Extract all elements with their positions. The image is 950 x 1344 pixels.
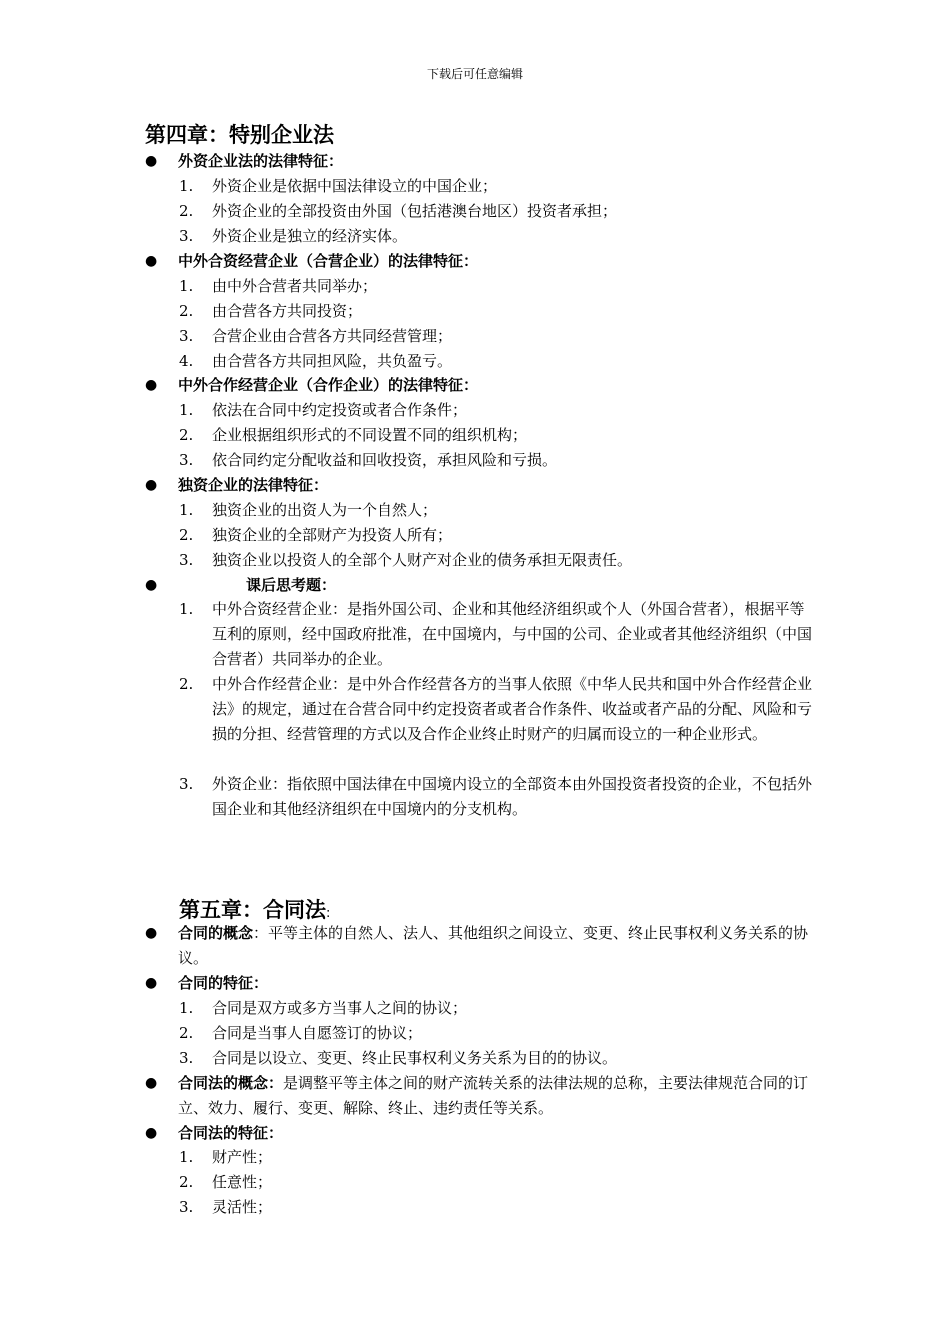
- bullet-item: [145, 149, 805, 174]
- list-item-text: 企业根据组织形式的不同设置不同的组织机构；: [212, 426, 528, 444]
- list-item-text: 灵活性；: [212, 1198, 273, 1216]
- bullet-icon: ●: [145, 925, 158, 941]
- bullet-item: [145, 971, 805, 996]
- list-item: 3. 依合同约定分配收益和回收投资，承担风险和亏损。: [179, 448, 809, 473]
- list-item: 2. 中外合作经营企业：是中外合作经营各方的当事人依照《中华人民共和国中外合作经营企业法》的规定，通过在合营合同中约定投资者或者合作条件、收益或者产品的分配、风险和亏损的分担、经营管理的方式以及合作企业终止时财产的归属而设立的一种企业形式。: [179, 672, 815, 747]
- list-item: 1. 依法在合同中约定投资或者合作条件；: [179, 398, 809, 423]
- list-item: 3. 合营企业由合营各方共同经营管理；: [179, 324, 809, 349]
- list-item-text: 中外合作经营企业：是中外合作经营各方的当事人依照《中华人民共和国中外合作经营企业法》的规定，通过在合营合同中约定投资者或者合作条件、收益或者产品的分配、风险和亏损的分担、经营管理的方式以及合作企业终止时财产的归属而设立的一种企业形式。: [212, 675, 813, 743]
- bullet-icon: ●: [145, 1125, 158, 1141]
- list-item: 1. 合同是双方或多方当事人之间的协议；: [179, 996, 809, 1021]
- list-item: 2. 合同是当事人自愿签订的协议；: [179, 1021, 809, 1046]
- list-item-text: 独资企业的出资人为一个自然人；: [212, 501, 438, 519]
- bullet-item: [145, 921, 811, 971]
- bullet-item: [145, 373, 805, 398]
- bullet-icon: ●: [145, 153, 158, 169]
- bullet-label: 中外合作经营企业（合作企业）的法律特征：: [178, 376, 479, 394]
- bullet-text: ：平等主体的自然人、法人、其他组织之间设立、变更、终止民事权利义务关系的协议。: [178, 924, 809, 967]
- bullet-label: 课后思考题：: [246, 576, 337, 594]
- bullet-item: [145, 1121, 805, 1146]
- bullet-label: 合同的概念: [178, 924, 254, 942]
- chapter5-title-tail: :: [326, 906, 331, 921]
- list-item: 1. 外资企业是依据中国法律设立的中国企业；: [179, 174, 809, 199]
- list-item-text: 合营企业由合营各方共同经营管理；: [212, 327, 453, 345]
- bullet-label: 合同的特征：: [178, 974, 269, 992]
- list-item: 3. 外资企业：指依照中国法律在中国境内设立的全部资本由外国投资者投资的企业，不包括外国企业和其他经济组织在中国境内的分支机构。: [179, 772, 815, 822]
- chapter4-title-text: 第四章：特别企业法: [145, 123, 334, 147]
- list-item-text: 外资企业是独立的经济实体。: [212, 227, 408, 245]
- bullet-item: [145, 1071, 811, 1121]
- list-item-text: 外资企业的全部投资由外国（包括港澳台地区）投资者承担；: [212, 202, 618, 220]
- list-item-text: 依合同约定分配收益和回收投资，承担风险和亏损。: [212, 451, 558, 469]
- bullet-item: [145, 573, 805, 598]
- bullet-icon: ●: [145, 477, 158, 493]
- bullet-icon: ●: [145, 377, 158, 393]
- list-item: 3. 合同是以设立、变更、终止民事权利义务关系为目的的协议。: [179, 1046, 819, 1071]
- list-item: 4. 由合营各方共同担风险，共负盈亏。: [179, 349, 809, 374]
- list-item: 2. 企业根据组织形式的不同设置不同的组织机构；: [179, 423, 809, 448]
- header-note: 下载后可任意编辑: [426, 67, 523, 81]
- list-item-text: 中外合资经营企业：是指外国公司、企业和其他经济组织或个人（外国合营者），根据平等互利的原则，经中国政府批准，在中国境内，与中国的公司、企业或者其他经济组织（中国合营者）共同举办的企业。: [212, 600, 813, 668]
- list-item-text: 任意性；: [212, 1173, 273, 1191]
- list-item-text: 由合营各方共同投资；: [212, 302, 363, 320]
- list-item-text: 外资企业是依据中国法律设立的中国企业；: [212, 177, 498, 195]
- list-item: 3. 独资企业以投资人的全部个人财产对企业的债务承担无限责任。: [179, 548, 839, 573]
- bullet-icon: ●: [145, 253, 158, 269]
- list-item-text: 由中外合营者共同举办；: [212, 277, 378, 295]
- bullet-icon: ●: [145, 975, 158, 991]
- list-item: 1. 财产性；: [179, 1145, 809, 1170]
- bullet-item: [145, 249, 805, 274]
- bullet-label: 合同法的概念：: [178, 1074, 284, 1092]
- bullet-item: [145, 473, 805, 498]
- bullet-label: 外资企业法的法律特征：: [178, 152, 344, 170]
- bullet-icon: ●: [145, 577, 158, 593]
- list-item: 3. 外资企业是独立的经济实体。: [179, 224, 809, 249]
- list-item: 2. 外资企业的全部投资由外国（包括港澳台地区）投资者承担；: [179, 199, 809, 224]
- list-item-text: 财产性；: [212, 1148, 273, 1166]
- list-item-text: 依法在合同中约定投资或者合作条件；: [212, 401, 468, 419]
- list-item-text: 独资企业的全部财产为投资人所有；: [212, 526, 453, 544]
- bullet-label: 独资企业的法律特征：: [178, 476, 329, 494]
- list-item-text: 外资企业：指依照中国法律在中国境内设立的全部资本由外国投资者投资的企业，不包括外国企业和其他经济组织在中国境内的分支机构。: [212, 775, 813, 818]
- chapter4-title: [145, 121, 334, 149]
- list-item: 1. 中外合资经营企业：是指外国公司、企业和其他经济组织或个人（外国合营者），根据平等互利的原则，经中国政府批准，在中国境内，与中国的公司、企业或者其他经济组织（中国合营者）共同举办的企业。: [179, 597, 815, 672]
- bullet-icon: ●: [145, 1075, 158, 1091]
- list-item-text: 合同是当事人自愿签订的协议；: [212, 1024, 423, 1042]
- list-item: 2. 任意性；: [179, 1170, 809, 1195]
- list-item: 3. 灵活性；: [179, 1195, 809, 1220]
- bullet-label: 中外合资经营企业（合营企业）的法律特征：: [178, 252, 479, 270]
- list-item: 1. 独资企业的出资人为一个自然人；: [179, 498, 809, 523]
- list-item-text: 合同是双方或多方当事人之间的协议；: [212, 999, 468, 1017]
- bullet-label: 合同法的特征：: [178, 1124, 284, 1142]
- list-item-text: 合同是以设立、变更、终止民事权利义务关系为目的的协议。: [212, 1049, 618, 1067]
- chapter5-title-text: 第五章：合同法: [179, 898, 326, 922]
- bullet-text: 是调整平等主体之间的财产流转关系的法律法规的总称，主要法律规范合同的订立、效力、履行、变更、解除、终止、违约责任等关系。: [178, 1074, 809, 1117]
- list-item-text: 由合营各方共同担风险，共负盈亏。: [212, 352, 453, 370]
- list-item: 1. 由中外合营者共同举办；: [179, 274, 809, 299]
- list-item: 2. 由合营各方共同投资；: [179, 299, 809, 324]
- list-item-text: 独资企业以投资人的全部个人财产对企业的债务承担无限责任。: [212, 551, 633, 569]
- list-item: 2. 独资企业的全部财产为投资人所有；: [179, 523, 809, 548]
